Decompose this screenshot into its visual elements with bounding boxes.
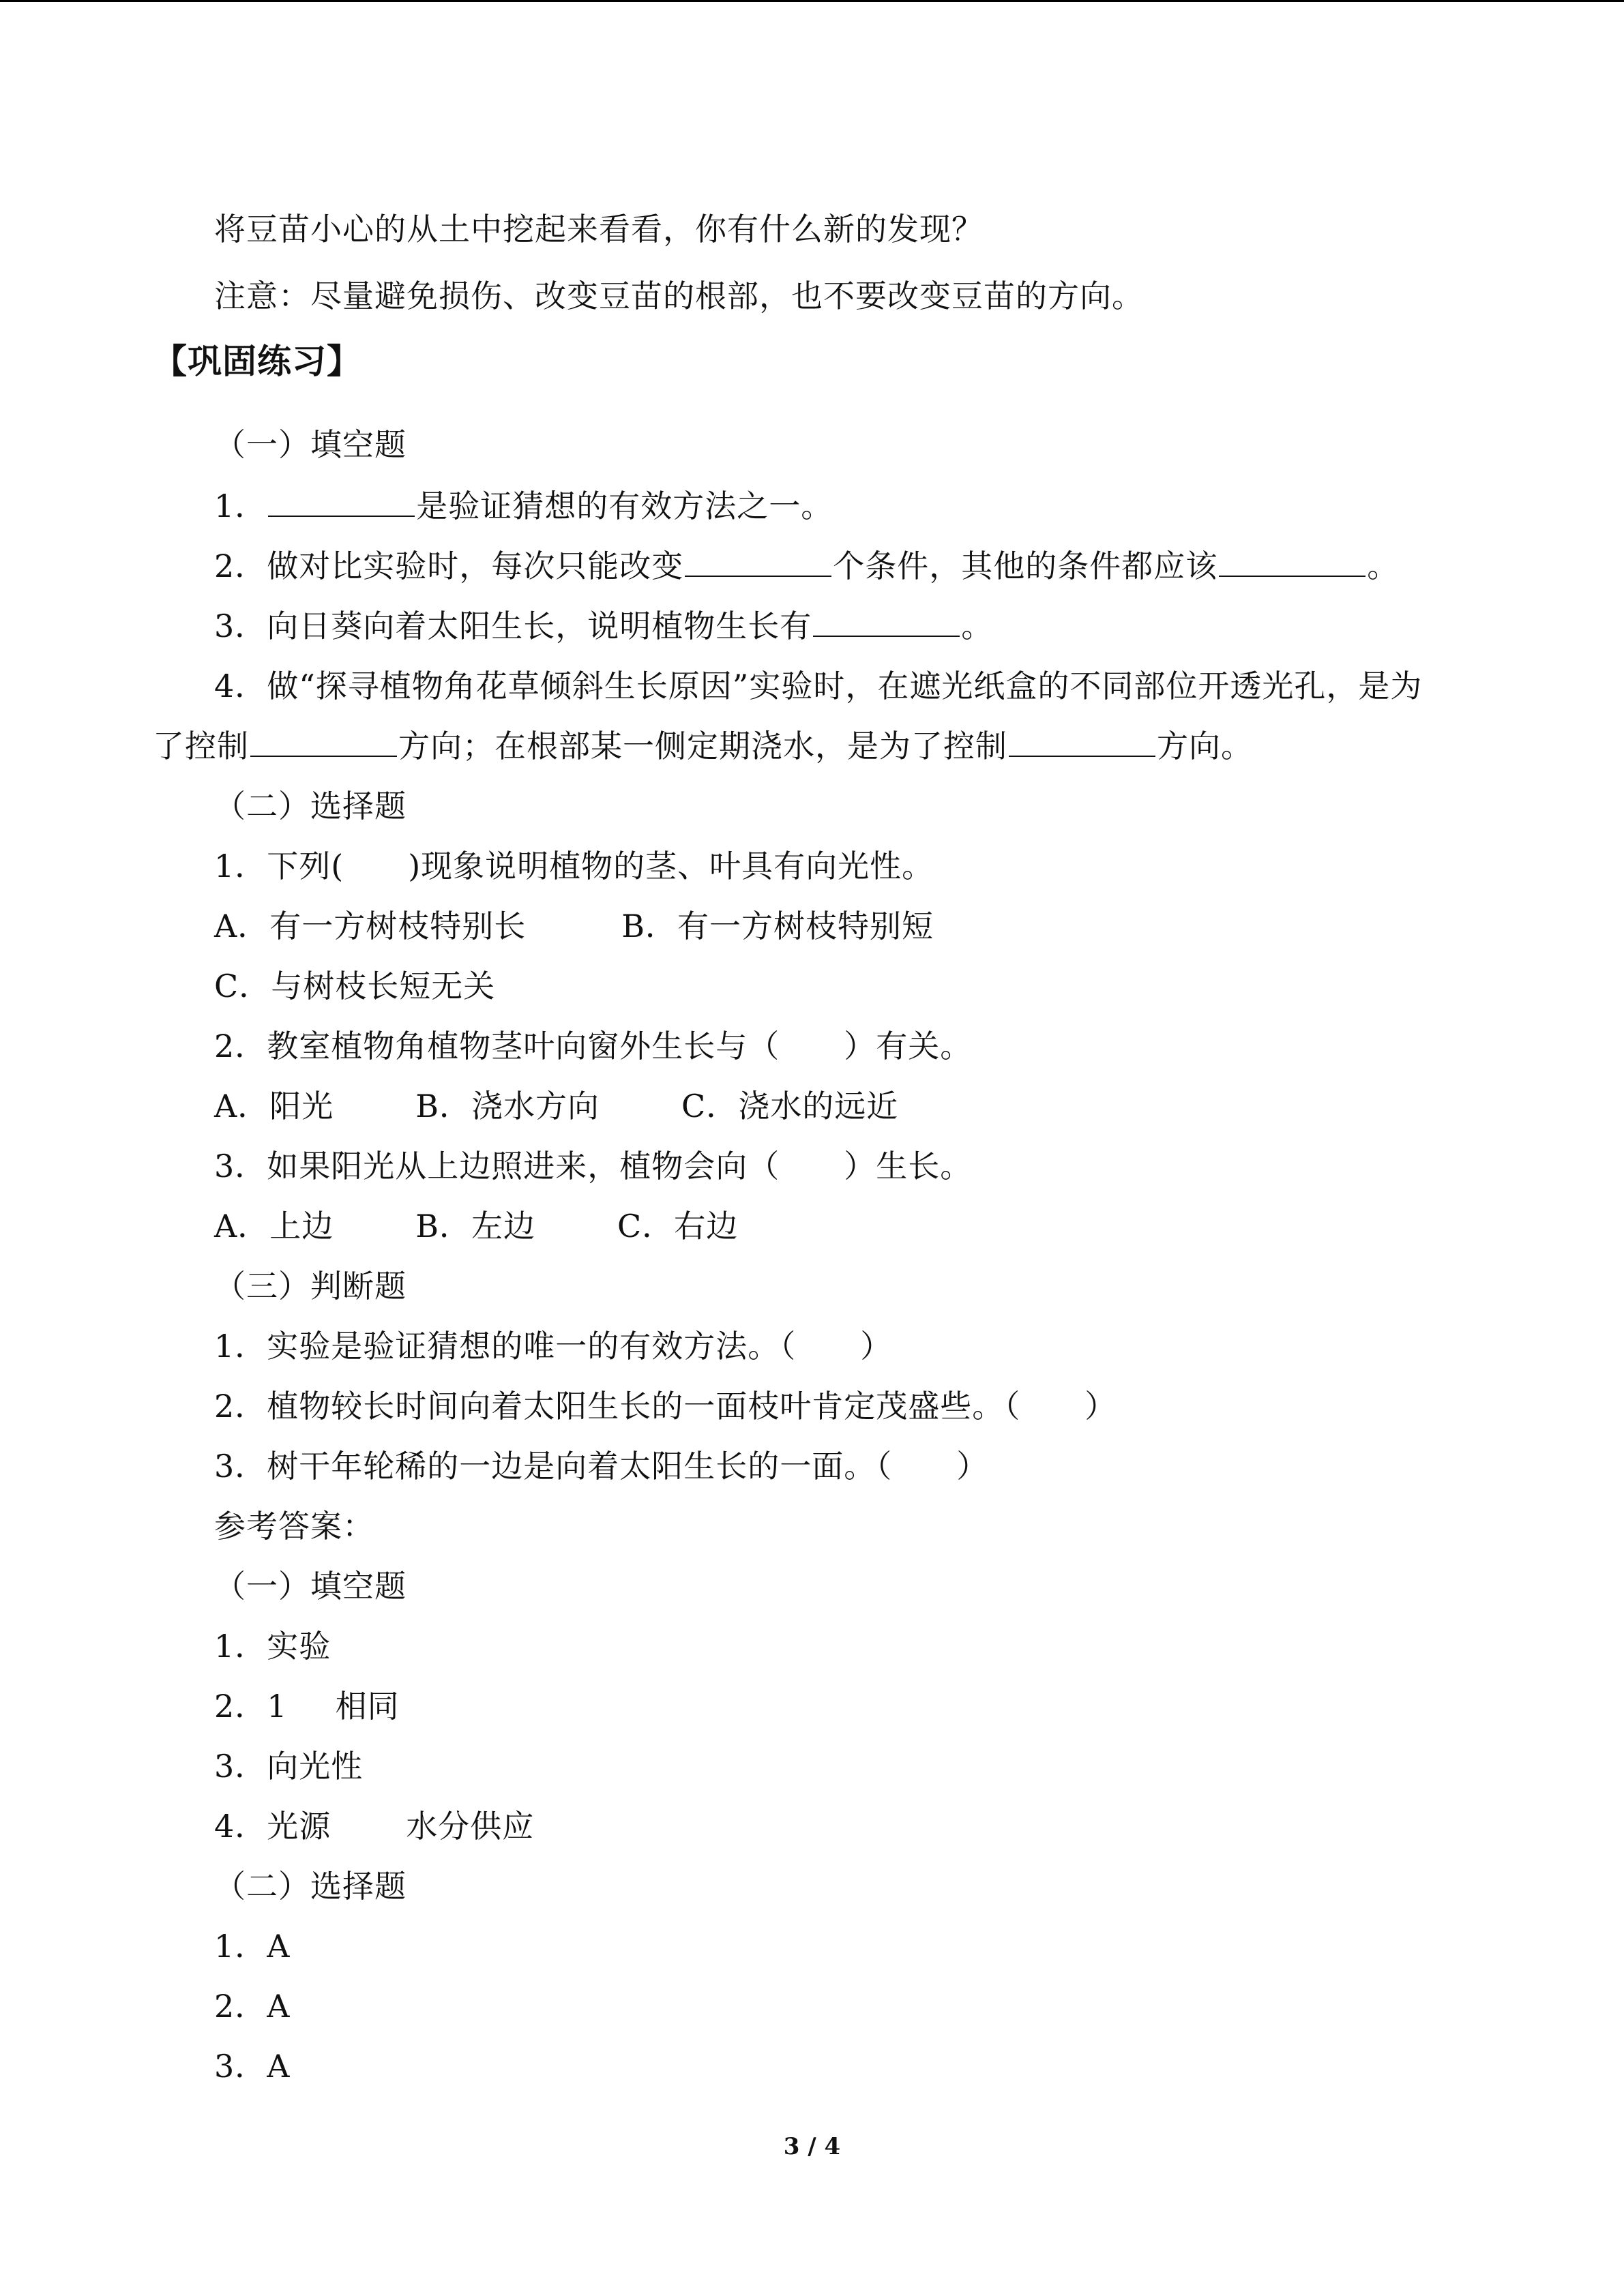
answer-fill-4 <box>214 1806 534 1847</box>
answer-text: 光源 <box>267 1808 331 1845</box>
section-title: 【巩固练习】 <box>153 342 361 381</box>
answer-blank[interactable] <box>268 486 415 517</box>
answer-blank[interactable] <box>685 546 831 577</box>
judge-q3: 3．树干年轮稀的一边是向着太阳生长的一面。（ ） <box>214 1448 989 1485</box>
question-number: 2． <box>214 548 267 584</box>
option-c[interactable]: C．右边 <box>617 1208 739 1244</box>
intro-line-1: 将豆苗小心的从土中挖起来看看，你有什么新的发现？ <box>214 211 984 248</box>
answer-number: 3． <box>214 1748 267 1785</box>
fill-q2 <box>214 546 1399 586</box>
question-text: 了控制 <box>153 728 249 764</box>
choice-q1: 1．下列( )现象说明植物的茎、叶具有向光性。 <box>214 848 934 884</box>
choice-q3-options <box>214 1206 738 1247</box>
intro-line-2: 注意：尽量避免损伤、改变豆苗的根部，也不要改变豆苗的方向。 <box>214 278 1144 314</box>
option-b[interactable]: B．左边 <box>415 1208 536 1244</box>
answer-text: 向光性 <box>267 1748 364 1785</box>
question-text: 个条件，其他的条件都应该 <box>833 548 1218 584</box>
question-text: 做对比实验时，每次只能改变 <box>267 548 684 584</box>
answers-choice-heading: （二）选择题 <box>214 1868 407 1905</box>
choice-heading: （二）选择题 <box>214 788 407 824</box>
answer-fill-1 <box>214 1626 331 1667</box>
judge-heading: （三）判断题 <box>214 1268 407 1304</box>
answer-text: 水分供应 <box>406 1808 535 1845</box>
question-number: 3． <box>214 608 267 644</box>
option-b[interactable]: B．有一方树枝特别短 <box>621 908 934 944</box>
choice-q3: 3．如果阳光从上边照进来，植物会向（ ）生长。 <box>214 1148 973 1184</box>
answer-blank[interactable] <box>1009 726 1155 757</box>
fill-heading: （一）填空题 <box>214 426 407 463</box>
answer-text: 相同 <box>335 1688 400 1725</box>
question-text: 。 <box>1367 548 1400 584</box>
option-a[interactable]: A．上边 <box>214 1208 334 1244</box>
choice-q2: 2．教室植物角植物茎叶向窗外生长与（ ）有关。 <box>214 1028 973 1064</box>
answer-number: 2． <box>214 1688 267 1725</box>
answer-blank[interactable] <box>1219 546 1365 577</box>
answer-blank[interactable] <box>250 726 397 757</box>
choice-q2-options <box>214 1086 898 1127</box>
judge-q2: 2．植物较长时间向着太阳生长的一面枝叶肯定茂盛些。（ ） <box>214 1388 1117 1425</box>
question-number: 4． <box>214 668 267 704</box>
answers-fill-heading: （一）填空题 <box>214 1568 407 1605</box>
option-b[interactable]: B．浇水方向 <box>415 1088 600 1124</box>
option-a[interactable]: A．有一方树枝特别长 <box>214 908 527 944</box>
answers-label: 参考答案： <box>214 1508 374 1545</box>
fill-q3 <box>214 606 993 646</box>
answer-choice-3: 3．A <box>214 2048 291 2085</box>
choice-q1-options <box>214 906 934 946</box>
answer-number: 1． <box>214 1628 267 1665</box>
fill-q4-line1 <box>214 666 1422 706</box>
answer-text: 1 <box>267 1688 288 1725</box>
option-c[interactable]: C．与树枝长短无关 <box>214 968 496 1004</box>
answer-text: 实验 <box>267 1628 331 1665</box>
answer-choice-2: 2．A <box>214 1988 291 2025</box>
question-number: 1． <box>214 488 267 524</box>
fill-q4-line2 <box>153 726 1253 766</box>
answer-blank[interactable] <box>813 606 960 637</box>
question-text: 。 <box>961 608 994 644</box>
fill-q1 <box>214 486 833 526</box>
option-c[interactable]: C．浇水的远近 <box>681 1088 899 1124</box>
judge-q1: 1．实验是验证猜想的唯一的有效方法。（ ） <box>214 1328 893 1365</box>
option-a[interactable]: A．阳光 <box>214 1088 334 1124</box>
page-number: 3 / 4 <box>783 2133 841 2160</box>
answer-fill-2 <box>214 1686 400 1727</box>
question-text: 方向；在根部某一侧定期浇水，是为了控制 <box>398 728 1007 764</box>
question-text: 向日葵向着太阳生长，说明植物生长有 <box>267 608 812 644</box>
page-top-border <box>0 0 1624 2</box>
question-text: 是验证猜想的有效方法之一。 <box>416 488 833 524</box>
answer-choice-1: 1．A <box>214 1928 291 1965</box>
question-text: 方向。 <box>1157 728 1253 764</box>
answer-fill-3 <box>214 1746 363 1787</box>
question-text: 做“探寻植物角花草倾斜生长原因”实验时，在遮光纸盒的不同部位开透光孔，是为 <box>267 668 1423 704</box>
answer-number: 4． <box>214 1808 267 1845</box>
